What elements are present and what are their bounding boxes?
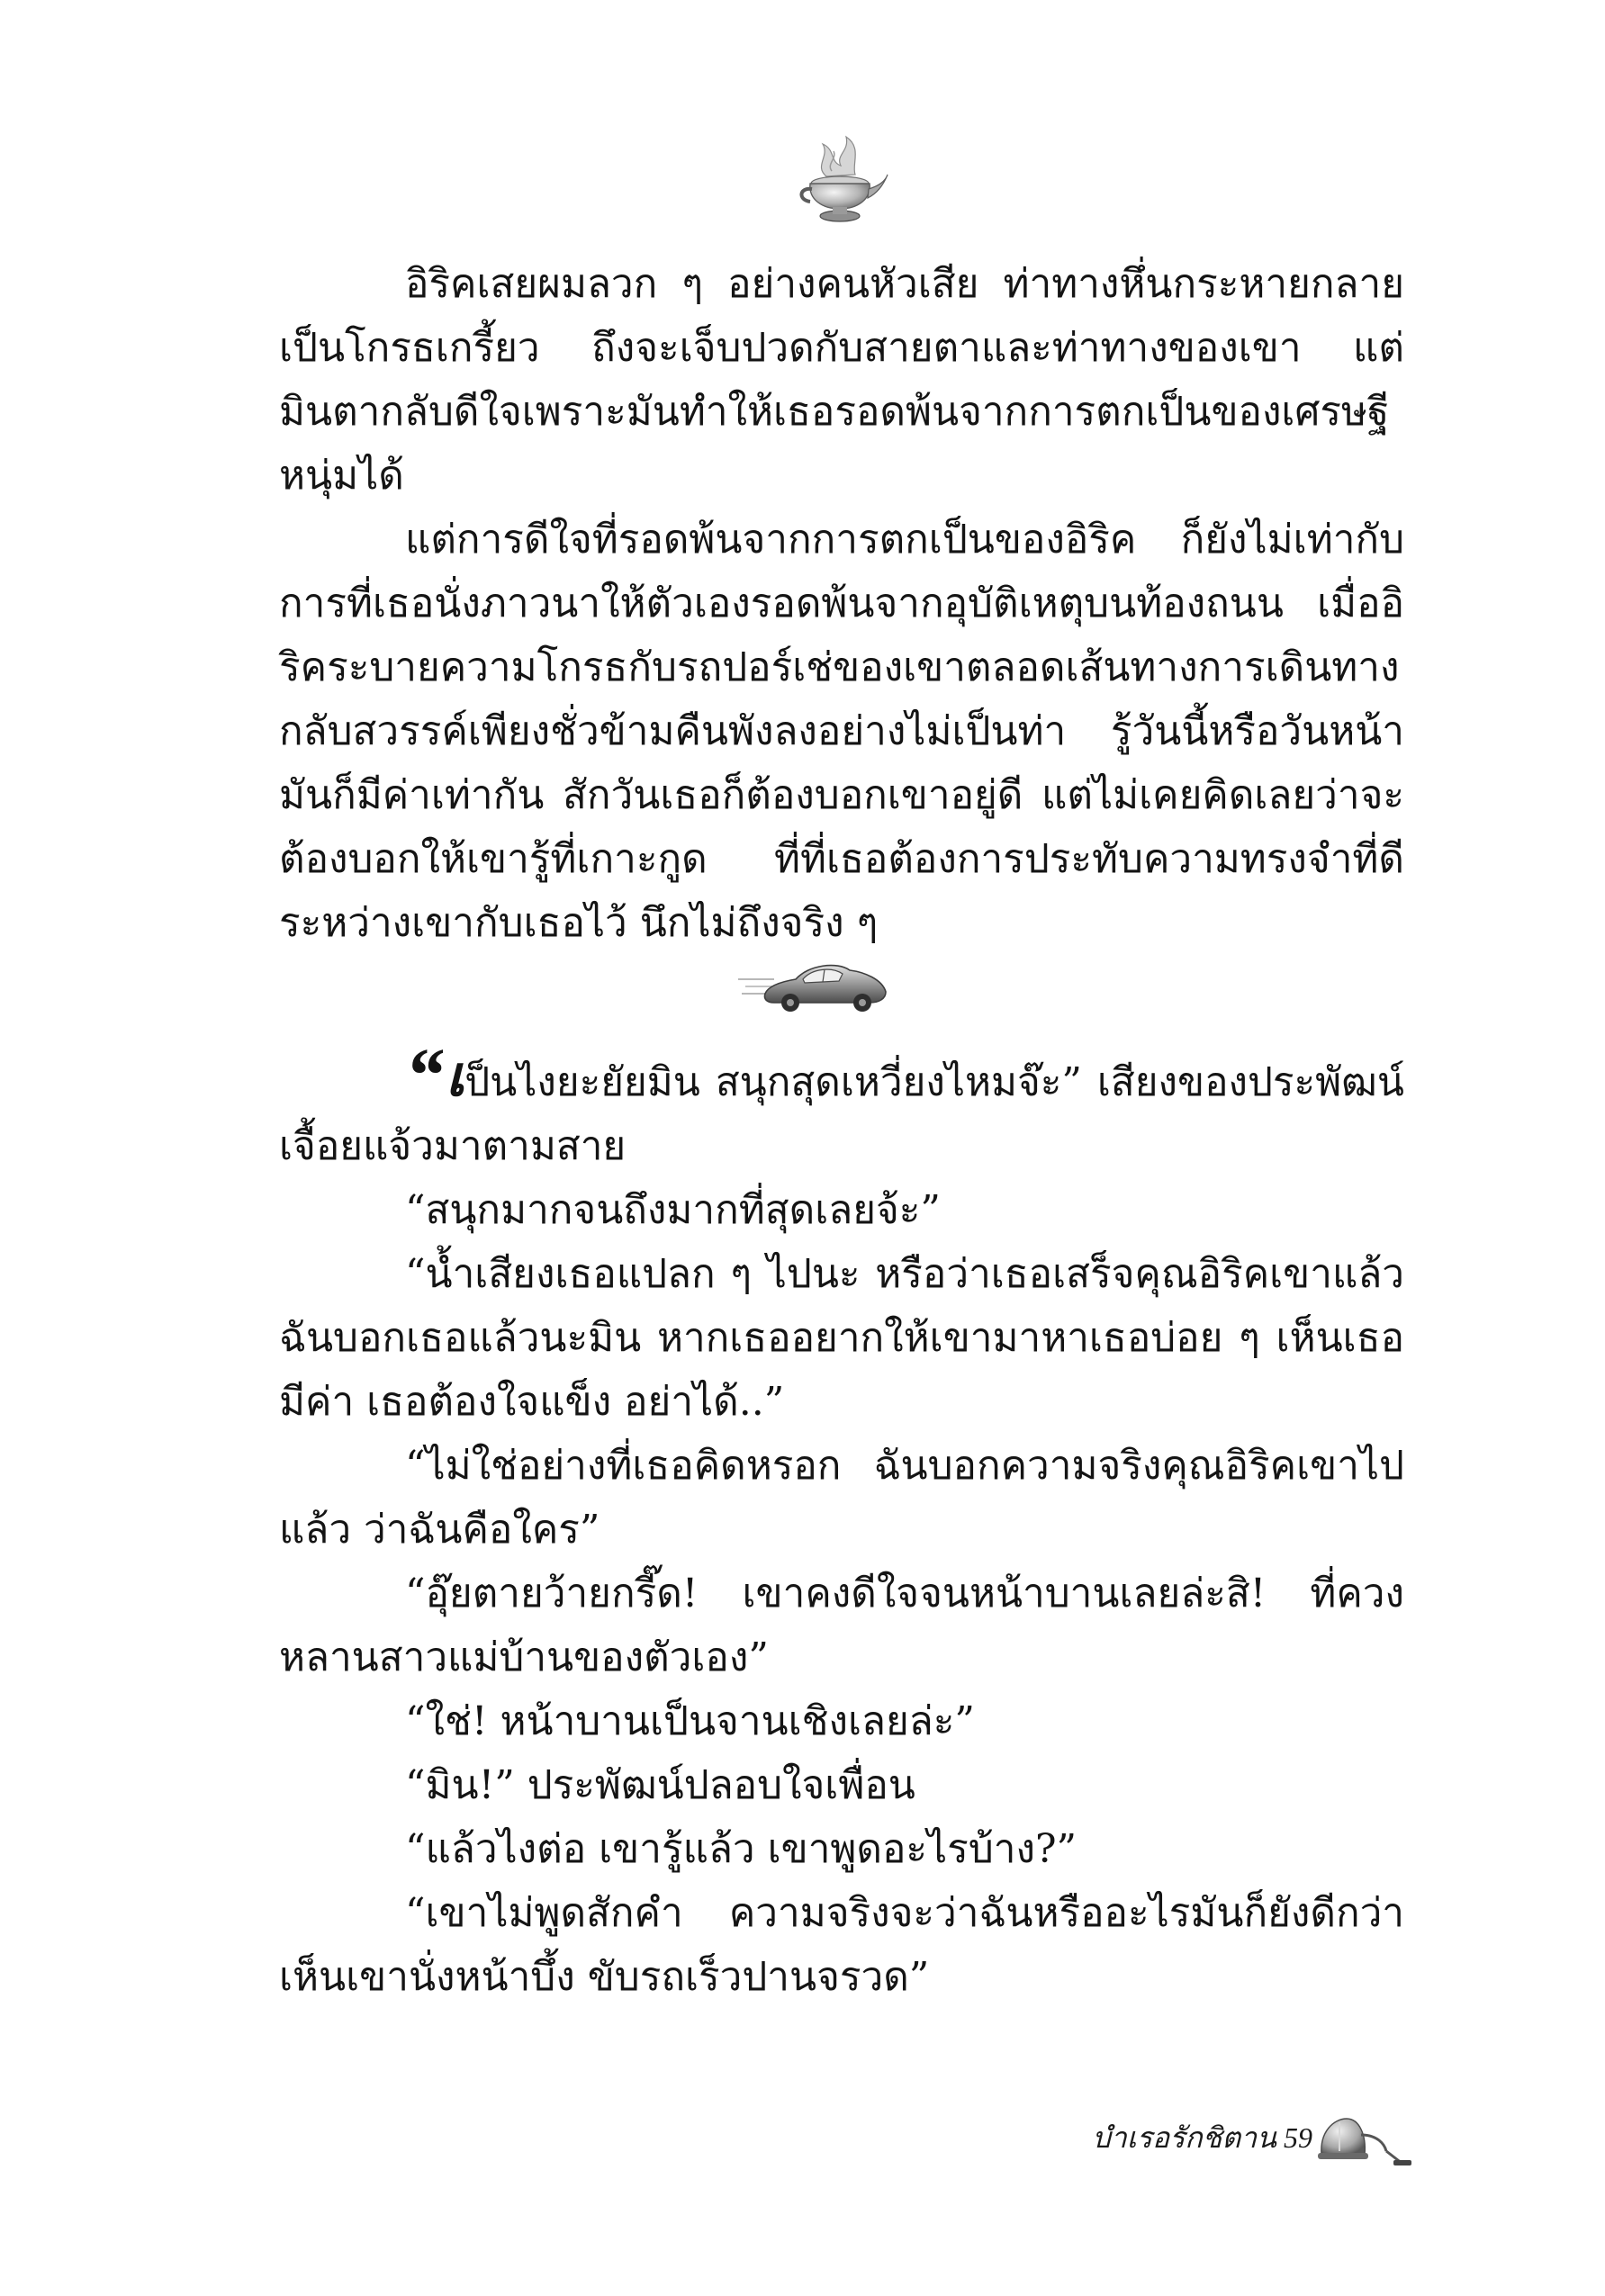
dialogue-line: “ไม่ใช่อย่างที่เธอคิดหรอก ฉันบอกความจริงคุณอิริคเขาไปแล้ว ว่าฉันคือใคร” xyxy=(279,1443,1404,1553)
opening-quote-mark: “ xyxy=(405,1031,444,1118)
dialogue-line: “แล้วไงต่อ เขารู้แล้ว เขาพูดอะไรบ้าง?” xyxy=(405,1826,1078,1872)
paragraph: แต่การดีใจที่รอดพ้นจากการตกเป็นของอิริค ก็ยังไม่เท่ากับการที่เธอนั่งภาวนาให้ตัวเองรอดพ้นจากอุบัติเหตุบนท้องถนน เมื่ออิริคระบายความโกรธกับรถปอร์เช่ของเขาตลอดเส้นทางการเดินทางกลับสวรรค์เพียงชั่วข้ามคืนพังลงอย่างไม่เป็นท่า รู้วันนี้หรือวันหน้ามันก็มีค่าเท่ากัน สักวันเธอก็ต้องบอกเขาอยู่ดี แต่ไม่เคยคิดเลยว่าจะต้องบอกให้เขารู้ที่เกาะกูด ที่ที่เธอต้องการประทับความทรงจำที่ดีระหว่างเขากับเธอไว้ นึกไม่ถึงจริง ๆ xyxy=(279,517,1404,946)
dialogue-line: “สนุกมากจนถึงมากที่สุดเลยจ้ะ” xyxy=(405,1187,941,1233)
drop-cap: เ xyxy=(446,1043,465,1109)
page-footer xyxy=(1071,2104,1413,2167)
paragraph: อิริคเสยผมลวก ๆ อย่างคนหัวเสีย ท่าทางหึ่นกระหายกลายเป็นโกรธเกรี้ยว ถึงจะเจ็บปวดกับสายตาและท่าทางของเขา แต่มินตากลับดีใจเพราะมันทำให้เธอรอดพ้นจากการตกเป็นของเศรษฐีหนุ่มได้ xyxy=(279,261,1404,499)
dialogue-line: “เขาไม่พูดสักคำ ความจริงจะว่าฉันหรืออะไรมันก็ยังดีกว่าเห็นเขานั่งหน้าบึ้ง ขับรถเร็วปานจรวด” xyxy=(279,1890,1404,2000)
body-text-top xyxy=(279,252,1404,955)
dialogue-opening-text: ป็นไงยะยัยมิน สนุกสุดเหวี่ยงไหมจ๊ะ” เสียงของประพัฒน์เจื้อยแจ้วมาตามสาย xyxy=(279,1059,1404,1169)
genie-lamp-icon xyxy=(790,133,889,223)
dialogue-line: “ใช่! หน้าบานเป็นจานเชิงเลยล่ะ” xyxy=(405,1698,975,1744)
dialogue-line: “มิน!” ประพัฒน์ปลอบใจเพื่อน xyxy=(405,1762,915,1808)
dialogue-line: “อุ๊ยตายว้ายกรี๊ด! เขาคงดีใจจนหน้าบานเลยล่ะสิ! ที่ควงหลานสาวแม่บ้านของตัวเอง” xyxy=(279,1571,1404,1680)
body-text-dialogue xyxy=(279,1031,1404,2009)
speeding-car-icon xyxy=(738,952,891,1017)
running-title: บำเรอรักชิตาน xyxy=(1092,2121,1276,2154)
page-number: 59 xyxy=(1284,2121,1312,2154)
footer-label xyxy=(1092,2115,1312,2161)
dialogue-opening xyxy=(279,1031,1404,1178)
dialogue-line: “น้ำเสียงเธอแปลก ๆ ไปนะ หรือว่าเธอเสร็จคุณอิริคเขาแล้ว ฉันบอกเธอแล้วนะมิน หากเธออยากให้เขามาหาเธอบ่อย ๆ เห็นเธอมีค่า เธอต้องใจแข็ง อย่าได้..” xyxy=(279,1251,1404,1425)
vacuum-cleaner-icon xyxy=(1314,2104,1413,2167)
